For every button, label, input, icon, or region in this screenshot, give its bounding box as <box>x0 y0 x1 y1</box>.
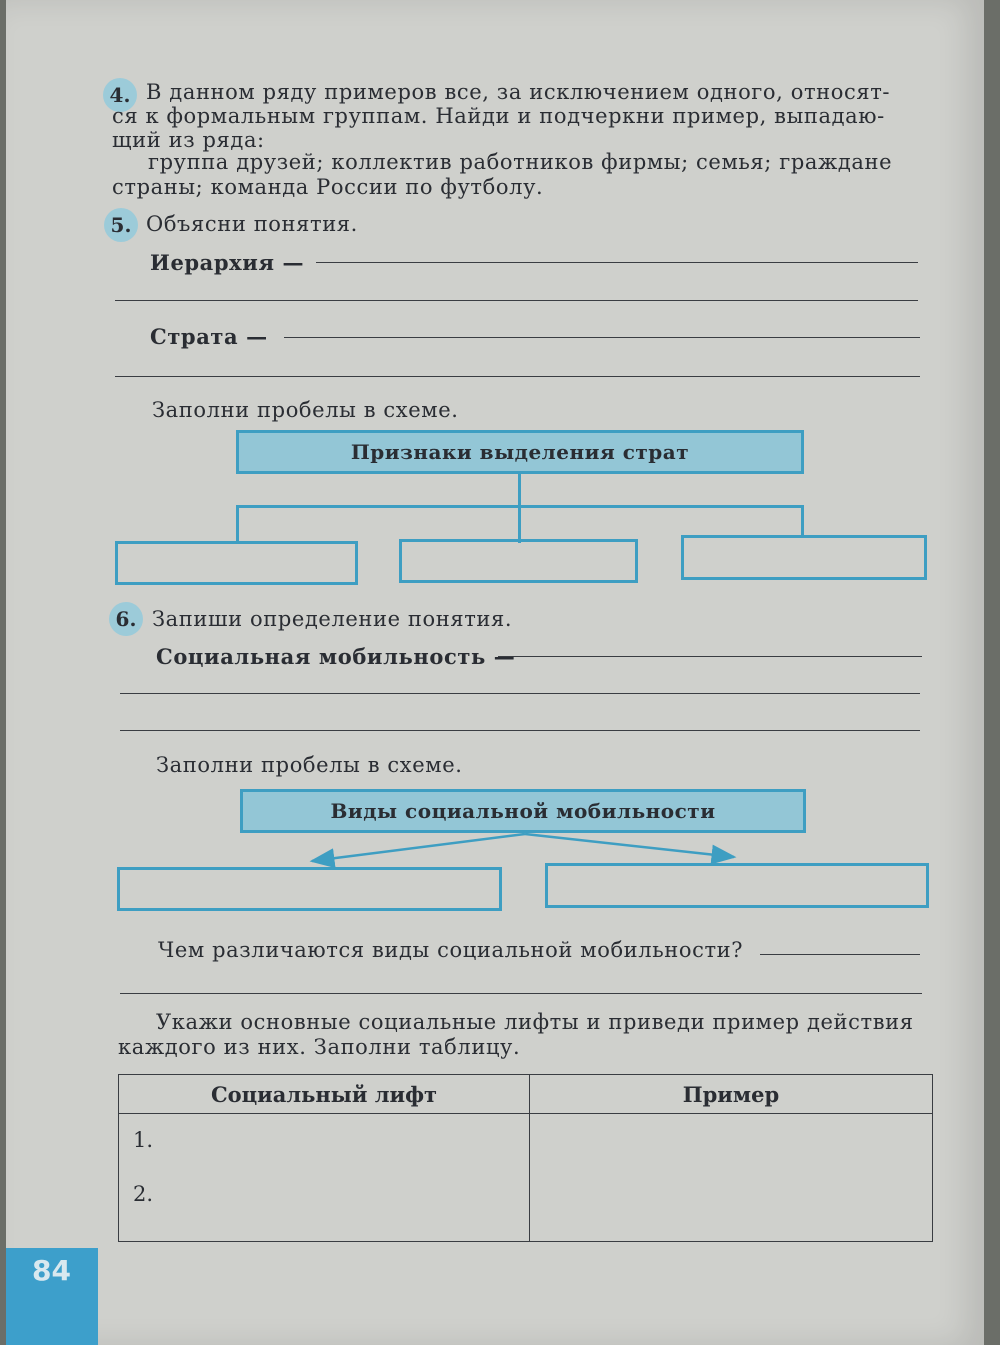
mobility-type-box-2[interactable] <box>545 863 929 908</box>
task-number-5: 5. <box>104 208 138 242</box>
strata-criterion-box-1[interactable] <box>115 541 358 585</box>
column-header-lift: Социальный лифт <box>119 1075 530 1114</box>
strata-criterion-box-3[interactable] <box>681 535 927 580</box>
column-header-example: Пример <box>530 1075 933 1114</box>
table-cell-lift[interactable] <box>119 1114 530 1242</box>
strata-criterion-box-2[interactable] <box>399 539 638 583</box>
scheme-mobility-title-box <box>240 789 806 833</box>
mobility-type-box-1[interactable] <box>117 867 502 911</box>
table-prompt-line-2: каждого из них. Заполни таблицу. <box>118 1035 521 1059</box>
scheme-connector <box>801 505 804 538</box>
answer-line-strata[interactable] <box>284 337 920 338</box>
task4-line-2: ся к формальным группам. Найди и подчеркни пример, выпадаю- <box>112 104 885 128</box>
scheme-strata-title: Признаки выделения страт <box>350 440 690 464</box>
answer-line-mobility-2[interactable] <box>120 693 920 694</box>
answer-line-strata-2[interactable] <box>115 376 920 377</box>
task5-title: Объясни понятия. <box>146 212 358 236</box>
page-number: 84 <box>32 1254 71 1287</box>
row-number: 1. <box>133 1128 154 1152</box>
answer-line-hierarchy[interactable] <box>316 262 918 263</box>
task6-title: Запиши определение понятия. <box>152 607 513 631</box>
scheme-connector <box>518 505 521 543</box>
table-cell-example[interactable] <box>530 1114 933 1242</box>
scheme-connector <box>518 474 521 506</box>
scheme-connector <box>236 505 239 543</box>
page-number-tab <box>6 1248 98 1345</box>
task4-line-1: В данном ряду примеров все, за исключением одного, относят- <box>146 80 891 104</box>
answer-line-question[interactable] <box>760 954 920 955</box>
answer-line-question-2[interactable] <box>120 993 922 994</box>
scheme-strata-title-box <box>236 430 804 474</box>
task4-line-4: группа друзей; коллектив работников фирмы; семья; граждане <box>148 150 893 174</box>
social-lift-table <box>118 1074 933 1242</box>
term-hierarchy: Иерархия — <box>150 250 305 275</box>
task-number-6: 6. <box>109 602 143 636</box>
table-row <box>119 1114 933 1242</box>
answer-line-mobility[interactable] <box>498 656 922 657</box>
mobility-question: Чем различаются виды социальной мобильности? <box>158 938 744 962</box>
scheme-prompt-2: Заполни пробелы в схеме. <box>156 753 463 777</box>
answer-line-hierarchy-2[interactable] <box>115 300 918 301</box>
answer-line-mobility-3[interactable] <box>120 730 920 731</box>
scheme-mobility-title: Виды социальной мобильности <box>330 799 716 823</box>
scheme-prompt-1: Заполни пробелы в схеме. <box>152 398 459 422</box>
task4-line-5: страны; команда России по футболу. <box>112 175 544 199</box>
term-social-mobility: Социальная мобильность — <box>156 644 516 669</box>
row-number: 2. <box>133 1182 154 1206</box>
table-header-row <box>119 1075 933 1114</box>
task4-line-3: щий из ряда: <box>112 128 265 152</box>
table-prompt-line-1: Укажи основные социальные лифты и приведи пример действия <box>156 1010 914 1034</box>
term-strata: Страта — <box>150 324 268 349</box>
task-number-4: 4. <box>103 78 137 112</box>
